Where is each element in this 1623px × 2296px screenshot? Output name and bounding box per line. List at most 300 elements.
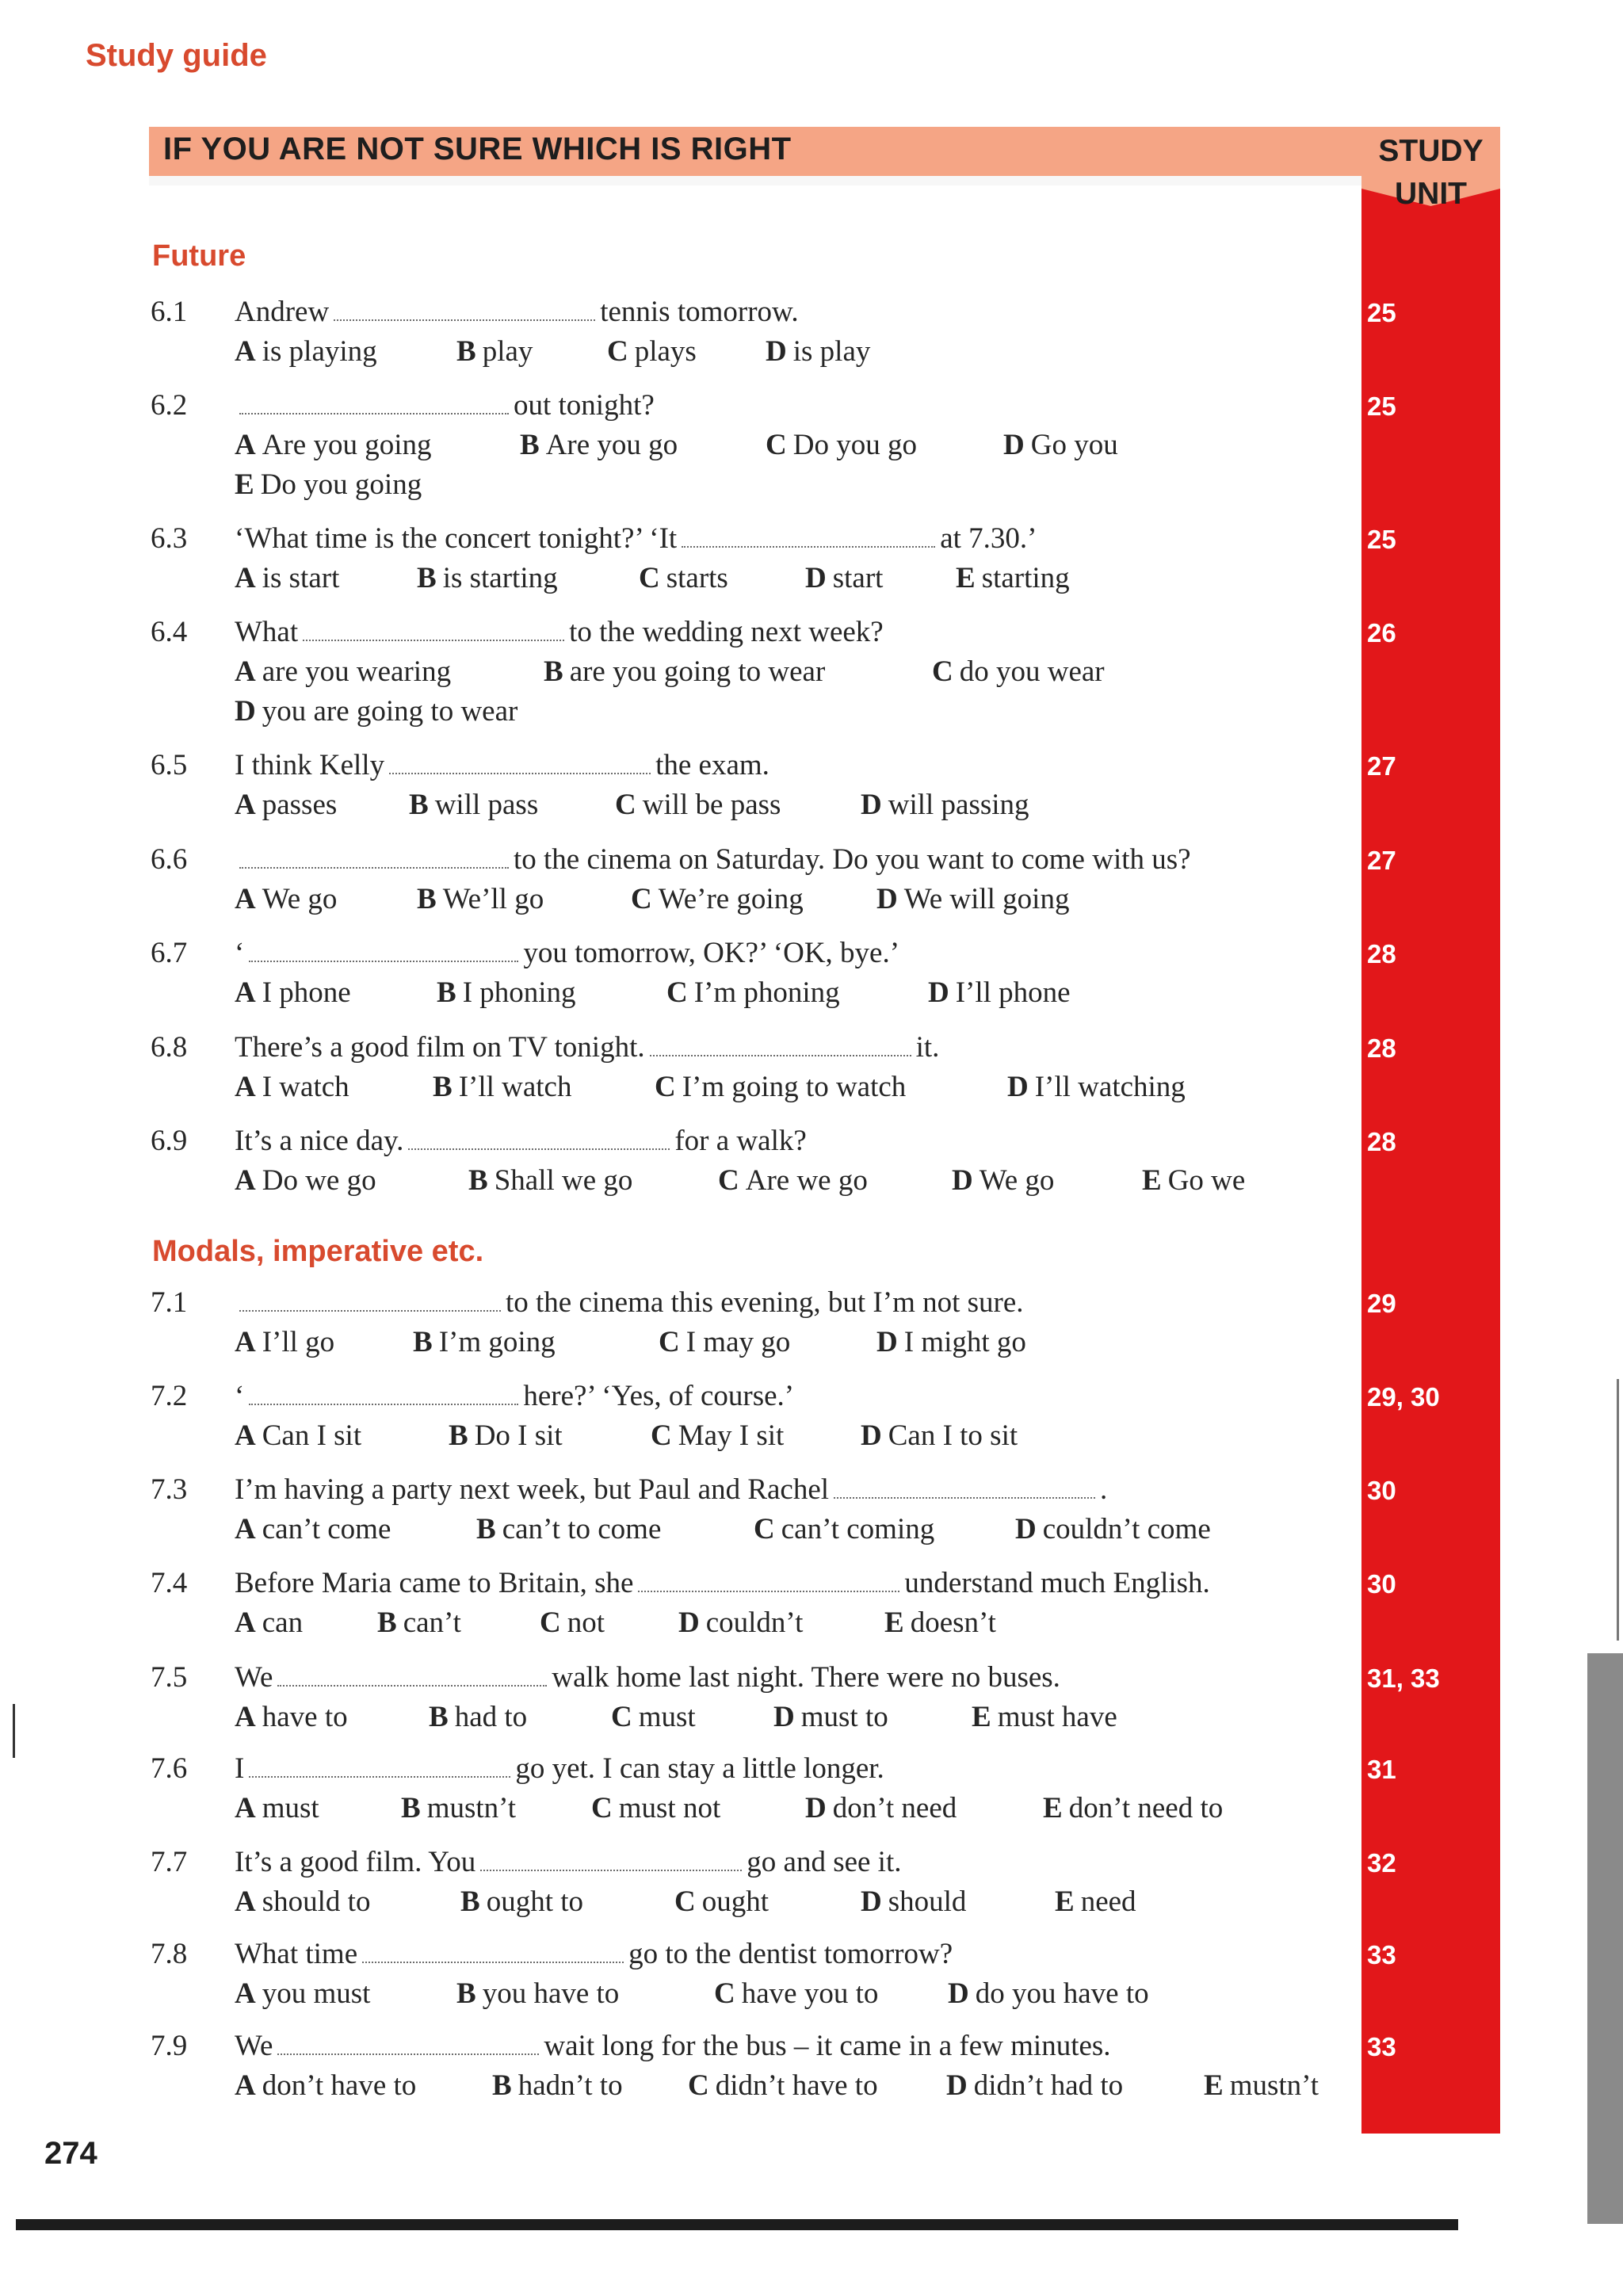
answer-option-b[interactable] — [456, 1977, 619, 2011]
question-stem — [235, 1473, 1107, 1507]
option-letter: B — [437, 976, 456, 1009]
study-unit-ref: 32 — [1367, 1848, 1396, 1878]
question-stem — [235, 295, 799, 329]
stem-text-after: go to the dentist tomorrow? — [628, 1938, 953, 1970]
answer-blank[interactable] — [650, 1045, 911, 1056]
option-letter: A — [235, 1977, 256, 2010]
option-letter: A — [235, 1419, 256, 1452]
option-letter: B — [456, 1977, 476, 2010]
option-letter: B — [413, 1326, 433, 1358]
option-letter: D — [766, 335, 787, 368]
option-text: must to — [800, 1701, 888, 1733]
study-unit-ref: 27 — [1367, 751, 1396, 781]
option-letter: C — [607, 335, 628, 368]
answer-blank[interactable] — [682, 537, 935, 548]
option-text: must — [638, 1701, 696, 1733]
answer-option-a[interactable] — [235, 2069, 416, 2103]
option-letter: E — [972, 1701, 991, 1733]
option-letter: D — [952, 1164, 973, 1197]
study-unit-ref: 28 — [1367, 1127, 1396, 1156]
answer-option-b[interactable] — [460, 1885, 583, 1919]
answer-option-c[interactable] — [540, 1606, 605, 1640]
answer-option-e[interactable] — [1043, 1791, 1223, 1825]
answer-option-e[interactable] — [1204, 2069, 1319, 2103]
answer-option-d[interactable] — [948, 1977, 1149, 2011]
stem-text-before: I — [235, 1752, 245, 1785]
answer-option-e[interactable] — [1142, 1163, 1245, 1198]
option-text: should to — [262, 1885, 371, 1918]
option-text: you have to — [482, 1977, 620, 2010]
option-letter: C — [659, 1326, 680, 1358]
option-text: I’ll watching — [1034, 1071, 1186, 1103]
option-letter: C — [714, 1977, 735, 2010]
option-letter: B — [417, 883, 437, 915]
answer-option-c[interactable] — [615, 788, 781, 822]
question-number: 6.9 — [151, 1125, 188, 1157]
option-text: can — [262, 1606, 304, 1639]
option-text: I might go — [903, 1326, 1026, 1358]
answer-option-a[interactable] — [235, 334, 377, 369]
study-unit-ref: 26 — [1367, 618, 1396, 648]
answer-option-d[interactable] — [876, 882, 1069, 916]
option-text: I’ll go — [262, 1326, 335, 1358]
question-number: 7.9 — [151, 2030, 188, 2062]
stem-text-before: ‘ — [235, 937, 245, 969]
answer-blank[interactable] — [249, 1394, 518, 1405]
study-heading-line2: UNIT — [1395, 176, 1467, 211]
option-letter: D — [805, 1792, 827, 1824]
answer-option-d[interactable] — [876, 1325, 1026, 1359]
stem-text-after: out tonight? — [514, 389, 655, 422]
answer-blank[interactable] — [239, 403, 509, 415]
answer-option-d[interactable] — [952, 1163, 1054, 1198]
option-letter: B — [520, 429, 540, 461]
option-letter: E — [235, 468, 254, 501]
option-text: Go we — [1167, 1164, 1246, 1197]
option-text: you must — [262, 1977, 371, 2010]
option-text: May I sit — [678, 1419, 785, 1452]
answer-option-b[interactable] — [413, 1325, 556, 1359]
option-text: starts — [666, 562, 728, 594]
answer-option-d[interactable] — [861, 1885, 966, 1919]
answer-option-a[interactable] — [235, 561, 339, 595]
answer-option-a[interactable] — [235, 788, 337, 822]
option-text: Go you — [1030, 429, 1118, 461]
stem-text-before: We — [235, 2030, 273, 2062]
option-text: do you have to — [975, 1977, 1149, 2010]
answer-option-c[interactable] — [754, 1512, 934, 1546]
answer-blank[interactable] — [638, 1581, 899, 1592]
option-letter: B — [377, 1606, 397, 1639]
option-text: mustn’t — [1229, 2069, 1319, 2102]
option-letter: D — [1007, 1071, 1029, 1103]
stem-text-before: What — [235, 616, 299, 648]
option-letter: C — [688, 2069, 709, 2102]
option-letter: D — [678, 1606, 700, 1639]
answer-option-d[interactable] — [861, 788, 1029, 822]
answer-option-c[interactable] — [651, 1419, 784, 1453]
option-letter: C — [666, 976, 688, 1009]
answer-option-a[interactable] — [235, 1070, 349, 1104]
option-text: must not — [618, 1792, 721, 1824]
answer-option-c[interactable] — [631, 882, 804, 916]
question-stem — [235, 2029, 1111, 2063]
question-stem — [235, 1937, 953, 1971]
stem-text-after: for a walk? — [674, 1125, 807, 1157]
option-letter: D — [861, 789, 882, 821]
stem-text-after: . — [1100, 1473, 1108, 1506]
option-text: have to — [262, 1701, 348, 1733]
option-text: ought — [701, 1885, 769, 1918]
option-letter: A — [235, 1164, 256, 1197]
stem-text-before: Before Maria came to Britain, she — [235, 1567, 634, 1599]
option-text: We will going — [903, 883, 1070, 915]
answer-option-b[interactable] — [409, 788, 538, 822]
option-text: will passing — [888, 789, 1029, 821]
study-unit-ref: 28 — [1367, 1033, 1396, 1063]
option-letter: D — [1003, 429, 1025, 461]
answer-option-d[interactable] — [805, 561, 883, 595]
question-number: 6.6 — [151, 843, 188, 876]
answer-blank[interactable] — [249, 1767, 510, 1778]
question-number: 7.4 — [151, 1567, 188, 1599]
option-text: Are you going — [262, 429, 432, 461]
question-stem — [235, 1752, 884, 1786]
answer-option-c[interactable] — [611, 1700, 696, 1734]
option-text: passes — [262, 789, 338, 821]
option-letter: A — [235, 1792, 256, 1824]
question-number: 6.3 — [151, 522, 188, 555]
option-letter: C — [766, 429, 787, 461]
answer-option-c[interactable] — [674, 1885, 769, 1919]
stem-text-before: What time — [235, 1938, 358, 1970]
option-letter: D — [876, 1326, 898, 1358]
option-text: couldn’t come — [1042, 1513, 1211, 1545]
question-number: 6.1 — [151, 296, 188, 328]
answer-option-e[interactable] — [1055, 1885, 1136, 1919]
question-stem — [235, 1660, 1060, 1694]
answer-option-b[interactable] — [417, 561, 558, 595]
answer-blank[interactable] — [239, 1301, 501, 1312]
option-letter: C — [651, 1419, 672, 1452]
answer-option-c[interactable] — [932, 655, 1105, 689]
running-head: Study guide — [86, 38, 267, 73]
answer-option-a[interactable] — [235, 1512, 391, 1546]
question-stem — [235, 1124, 807, 1158]
stem-text-after: at 7.30.’ — [940, 522, 1037, 555]
study-heading-line1: STUDY — [1378, 134, 1484, 168]
option-text: is start — [262, 562, 340, 594]
stem-text-after: it. — [915, 1031, 940, 1064]
option-letter: D — [948, 1977, 969, 2010]
answer-option-c[interactable] — [714, 1977, 878, 2011]
option-text: didn’t had to — [973, 2069, 1124, 2102]
answer-option-a[interactable] — [235, 976, 351, 1010]
question-number: 7.7 — [151, 1846, 188, 1878]
answer-option-a[interactable] — [235, 1419, 361, 1453]
option-letter: B — [409, 789, 429, 821]
option-text: not — [567, 1606, 605, 1639]
answer-blank[interactable] — [277, 1675, 547, 1687]
answer-option-a[interactable] — [235, 882, 337, 916]
option-text: ought to — [486, 1885, 583, 1918]
answer-option-c[interactable] — [659, 1325, 790, 1359]
option-letter: D — [773, 1701, 795, 1733]
stem-text-after: to the cinema on Saturday. Do you want to come with us? — [514, 843, 1191, 876]
option-text: doesn’t — [910, 1606, 996, 1639]
stem-text-before: We — [235, 1661, 273, 1694]
answer-option-b[interactable] — [456, 334, 533, 369]
answer-option-d[interactable] — [773, 1700, 888, 1734]
option-text: I phoning — [462, 976, 576, 1009]
option-letter: B — [476, 1513, 496, 1545]
answer-option-b[interactable] — [401, 1791, 516, 1825]
study-unit-ref: 25 — [1367, 392, 1396, 421]
option-letter: A — [235, 1606, 256, 1639]
answer-option-b[interactable] — [520, 428, 678, 462]
option-text: I may go — [685, 1326, 791, 1358]
answer-option-a[interactable] — [235, 1606, 303, 1640]
option-text: don’t have to — [262, 2069, 417, 2102]
question-stem — [235, 1030, 939, 1064]
option-text: I’m phoning — [693, 976, 840, 1009]
option-text: Are we go — [745, 1164, 868, 1197]
option-letter: E — [1142, 1164, 1162, 1197]
option-letter: A — [235, 789, 256, 821]
study-unit-ref: 30 — [1367, 1569, 1396, 1599]
question-stem — [235, 842, 1191, 877]
stem-text-before: ‘ — [235, 1380, 245, 1412]
stem-text-after: here?’ ‘Yes, of course.’ — [523, 1380, 795, 1412]
answer-option-a[interactable] — [235, 428, 431, 462]
answer-blank[interactable] — [362, 1952, 624, 1963]
question-stem — [235, 1566, 1210, 1600]
answer-blank[interactable] — [249, 951, 518, 962]
option-text: must have — [997, 1701, 1117, 1733]
answer-blank[interactable] — [480, 1860, 742, 1871]
option-text: are you going to wear — [569, 655, 826, 688]
question-number: 7.5 — [151, 1661, 188, 1694]
option-letter: C — [932, 655, 953, 688]
study-unit-ref: 25 — [1367, 525, 1396, 554]
answer-option-b[interactable] — [429, 1700, 527, 1734]
option-text: do you wear — [959, 655, 1105, 688]
stem-text-after: go and see it. — [747, 1846, 902, 1878]
question-number: 7.6 — [151, 1752, 188, 1785]
option-text: Can I to sit — [888, 1419, 1018, 1452]
option-letter: C — [540, 1606, 561, 1639]
option-text: We’ll go — [442, 883, 544, 915]
section-heading-modals: Modals, imperative etc. — [152, 1235, 484, 1268]
answer-option-a[interactable] — [235, 1163, 376, 1198]
stem-text-after: understand much English. — [904, 1567, 1210, 1599]
study-unit-ref: 29, 30 — [1367, 1382, 1440, 1412]
answer-option-a[interactable] — [235, 1791, 319, 1825]
banner-shadow — [149, 176, 1361, 185]
answer-option-c[interactable] — [718, 1163, 868, 1198]
answer-option-c[interactable] — [655, 1070, 906, 1104]
stem-text-after: go yet. I can stay a little longer. — [515, 1752, 884, 1785]
stem-text-after: walk home last night. There were no buses. — [552, 1661, 1060, 1694]
option-text: is playing — [262, 335, 377, 368]
answer-option-d[interactable] — [766, 334, 870, 369]
stem-text-before: Andrew — [235, 296, 330, 328]
question-stem — [235, 1845, 902, 1879]
answer-option-d[interactable] — [1015, 1512, 1211, 1546]
answer-option-d[interactable] — [1003, 428, 1118, 462]
option-letter: B — [401, 1792, 421, 1824]
study-unit-ref: 27 — [1367, 846, 1396, 875]
stem-text-after: wait long for the bus – it came in a few minutes. — [544, 2030, 1111, 2062]
option-letter: B — [492, 2069, 512, 2102]
answer-option-a[interactable] — [235, 1700, 348, 1734]
stem-text-before: ‘What time is the concert tonight?’ ‘It — [235, 522, 678, 555]
option-text: didn’t have to — [715, 2069, 878, 2102]
question-stem — [235, 388, 655, 422]
question-number: 7.1 — [151, 1286, 188, 1319]
option-letter: C — [754, 1513, 775, 1545]
answer-option-d[interactable] — [928, 976, 1071, 1010]
answer-option-e[interactable] — [956, 561, 1070, 595]
answer-option-d[interactable] — [805, 1791, 957, 1825]
answer-option-d[interactable] — [1007, 1070, 1186, 1104]
option-letter: C — [611, 1701, 632, 1733]
answer-blank[interactable] — [277, 2044, 539, 2055]
option-letter: C — [631, 883, 652, 915]
option-text: I’ll phone — [955, 976, 1071, 1009]
answer-option-b[interactable] — [468, 1163, 632, 1198]
option-text: must — [262, 1792, 319, 1824]
question-number: 6.2 — [151, 389, 188, 422]
option-text: is starting — [442, 562, 558, 594]
scan-mark — [1617, 1379, 1619, 1641]
answer-option-e[interactable] — [972, 1700, 1117, 1734]
option-letter: D — [235, 695, 256, 728]
option-text: play — [482, 335, 533, 368]
answer-option-b[interactable] — [476, 1512, 661, 1546]
option-text: will be pass — [642, 789, 781, 821]
answer-option-c[interactable] — [666, 976, 840, 1010]
answer-option-c[interactable] — [591, 1791, 720, 1825]
stem-text-before: I’m having a party next week, but Paul and Rachel — [235, 1473, 830, 1506]
answer-option-d[interactable] — [861, 1419, 1018, 1453]
question-number: 7.2 — [151, 1380, 188, 1412]
option-letter: C — [718, 1164, 739, 1197]
question-number: 6.7 — [151, 937, 188, 969]
option-letter: B — [456, 335, 476, 368]
option-letter: A — [235, 429, 256, 461]
page-number: 274 — [44, 2136, 97, 2171]
answer-option-c[interactable] — [766, 428, 917, 462]
option-letter: E — [884, 1606, 904, 1639]
option-letter: B — [449, 1419, 468, 1452]
option-letter: D — [861, 1419, 882, 1452]
answer-option-b[interactable] — [437, 976, 576, 1010]
question-stem — [235, 936, 899, 970]
stem-text-after: tennis tomorrow. — [600, 296, 799, 328]
answer-option-e[interactable] — [884, 1606, 996, 1640]
answer-blank[interactable] — [303, 630, 564, 641]
bottom-rule — [16, 2219, 1458, 2230]
option-text: We go — [979, 1164, 1055, 1197]
answer-option-a[interactable] — [235, 1885, 370, 1919]
option-letter: A — [235, 976, 256, 1009]
answer-option-c[interactable] — [639, 561, 728, 595]
answer-option-b[interactable] — [492, 2069, 623, 2103]
study-unit-ref: 25 — [1367, 298, 1396, 327]
answer-option-c[interactable] — [688, 2069, 878, 2103]
answer-blank[interactable] — [239, 858, 509, 869]
answer-option-b[interactable] — [544, 655, 825, 689]
answer-option-b[interactable] — [377, 1606, 461, 1640]
study-unit-ref: 31, 33 — [1367, 1664, 1440, 1693]
option-text: will pass — [434, 789, 539, 821]
option-letter: B — [460, 1885, 480, 1918]
answer-blank[interactable] — [389, 763, 651, 774]
option-text: can’t come — [262, 1513, 391, 1545]
option-letter: B — [417, 562, 437, 594]
question-number: 6.5 — [151, 749, 188, 781]
answer-option-a[interactable] — [235, 1977, 370, 2011]
study-unit-heading — [1361, 130, 1500, 216]
option-letter: B — [544, 655, 563, 688]
answer-blank[interactable] — [834, 1488, 1095, 1499]
option-letter: D — [928, 976, 949, 1009]
question-stem — [235, 748, 769, 782]
answer-option-b[interactable] — [433, 1070, 571, 1104]
option-letter: A — [235, 1701, 256, 1733]
question-number: 7.3 — [151, 1473, 188, 1506]
option-text: can’t to come — [502, 1513, 662, 1545]
stem-text-after: to the cinema this evening, but I’m not sure. — [506, 1286, 1024, 1319]
option-text: Can I sit — [262, 1419, 362, 1452]
stem-text-before: I think Kelly — [235, 749, 385, 781]
question-number: 6.8 — [151, 1031, 188, 1064]
option-letter: A — [235, 335, 256, 368]
option-letter: E — [956, 562, 976, 594]
answer-blank[interactable] — [334, 310, 595, 321]
option-letter: D — [876, 883, 898, 915]
answer-option-d[interactable] — [235, 694, 517, 728]
option-letter: A — [235, 1071, 256, 1103]
answer-option-a[interactable] — [235, 1325, 334, 1359]
answer-option-b[interactable] — [449, 1419, 563, 1453]
stem-text-after: the exam. — [655, 749, 769, 781]
option-letter: E — [1055, 1885, 1075, 1918]
answer-option-c[interactable] — [607, 334, 697, 369]
option-letter: C — [674, 1885, 696, 1918]
option-text: you are going to wear — [262, 695, 518, 728]
option-text: can’t coming — [781, 1513, 935, 1545]
option-text: should — [888, 1885, 967, 1918]
answer-option-a[interactable] — [235, 655, 451, 689]
option-letter: C — [655, 1071, 676, 1103]
option-letter: B — [433, 1071, 453, 1103]
question-stem — [235, 521, 1037, 556]
answer-blank[interactable] — [408, 1139, 670, 1150]
answer-option-e[interactable] — [235, 468, 422, 502]
answer-option-d[interactable] — [946, 2069, 1123, 2103]
option-text: Are you go — [545, 429, 678, 461]
option-text: Do you go — [792, 429, 917, 461]
question-stem — [235, 615, 884, 649]
option-letter: A — [235, 655, 256, 688]
answer-option-b[interactable] — [417, 882, 544, 916]
question-number: 6.4 — [151, 616, 188, 648]
option-text: are you wearing — [262, 655, 452, 688]
stem-text-before: There’s a good film on TV tonight. — [235, 1031, 645, 1064]
answer-option-d[interactable] — [678, 1606, 803, 1640]
